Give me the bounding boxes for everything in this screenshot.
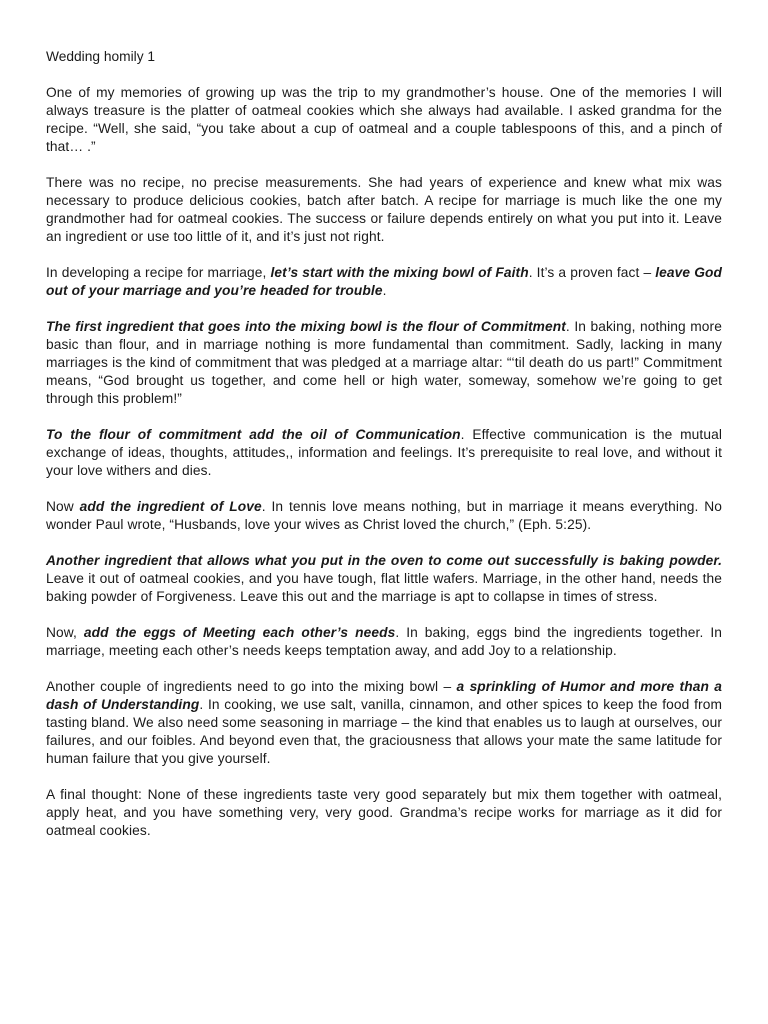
- paragraph: [46, 84, 722, 156]
- paragraph: [46, 264, 722, 300]
- paragraph-text: One of my memories of growing up was the trip to my grandmother’s house. One of the memories I will always treasure is the platter of oatmeal cookies which she always had available. I asked grandma for the recipe. “Well, she said, “you take about a cup of oatmeal and a couple tablespoons of this, and a pinch of that… .”: [46, 85, 722, 154]
- document-title: Wedding homily 1: [46, 49, 156, 64]
- paragraph: [46, 786, 722, 840]
- paragraph-text: . In tennis love means nothing, but in marriage it means everything. No wonder Paul wrote, “Husbands, love your wives as Christ loved the church,” (Eph. 5:25).: [46, 499, 723, 532]
- paragraph-text: . In baking, eggs bind the ingredients together. In marriage, meeting each other’s needs keeps temptation away, and add Joy to a relationship.: [46, 625, 723, 658]
- paragraph: [46, 624, 722, 660]
- emphasized-text: leave God out of your marriage and you’re headed for trouble: [46, 265, 722, 298]
- paragraph: [46, 174, 722, 246]
- paragraph-text: . Effective communication is the mutual exchange of ideas, thoughts, attitudes,, information and feelings. It’s prerequisite to real love, and without it your love withers and dies.: [46, 427, 722, 478]
- emphasized-text: let’s start with the mixing bowl of Faith: [270, 265, 529, 280]
- paragraph-text: Now: [46, 499, 80, 514]
- paragraph-text: . It’s a proven fact –: [528, 265, 656, 280]
- emphasized-text: a sprinkling of Humor and more than a dash of Understanding: [46, 679, 722, 712]
- paragraph-text: Another couple of ingredients need to go into the mixing bowl –: [46, 679, 457, 694]
- paragraph-text: There was no recipe, no precise measurements. She had years of experience and knew what mix was necessary to produce delicious cookies, batch after batch. A recipe for marriage is much like the one my grandmother had for oatmeal cookies. The success or failure depends entirely on what you put into it. Leave an ingredient or use too little of it, and it’s just not right.: [46, 175, 722, 244]
- emphasized-text: add the ingredient of Love: [79, 499, 262, 514]
- paragraph: [46, 426, 722, 480]
- paragraph-text: In developing a recipe for marriage,: [46, 265, 271, 280]
- emphasized-text: Another ingredient that allows what you put in the oven to come out successfully is baking powder.: [46, 553, 722, 568]
- paragraph-text: Now,: [46, 625, 84, 640]
- paragraph: [46, 318, 722, 408]
- paragraph-text: . In baking, nothing more basic than flour, and in marriage nothing is more fundamental than commitment. Sadly, lacking in many marriages is the kind of commitment that was pledged at a marriage altar: “‘til death do us part!” Commitment means, “God brought us together, and come hell or high water, someway, somehow we’re going to get through this problem!”: [46, 319, 722, 406]
- paragraph-text: . In cooking, we use salt, vanilla, cinnamon, and other spices to keep the food from tasting bland. We also need some seasoning in marriage – the kind that enables us to laugh at ourselves, our failures, and our foibles. And beyond even that, the graciousness that allows your mate the same latitude for human failure that you give yourself.: [46, 697, 722, 766]
- emphasized-text: To the flour of commitment add the oil of Communication: [46, 427, 461, 442]
- paragraph-text: Leave it out of oatmeal cookies, and you have tough, flat little wafers. Marriage, in the other hand, needs the baking powder of Forgiveness. Leave this out and the marriage is apt to collapse in times of stress.: [46, 571, 722, 604]
- paragraph: [46, 498, 722, 534]
- document-page: [46, 48, 722, 858]
- paragraph: [46, 552, 722, 606]
- document-body: [46, 84, 722, 840]
- paragraph: [46, 678, 722, 768]
- paragraph-text: .: [382, 283, 387, 298]
- emphasized-text: add the eggs of Meeting each other’s needs: [83, 625, 396, 640]
- paragraph-text: A final thought: None of these ingredients taste very good separately but mix them together with oatmeal, apply heat, and you have something very, very good. Grandma’s recipe works for marriage as it did for oatmeal cookies.: [46, 787, 722, 838]
- emphasized-text: The first ingredient that goes into the mixing bowl is the flour of Commitment: [46, 319, 566, 334]
